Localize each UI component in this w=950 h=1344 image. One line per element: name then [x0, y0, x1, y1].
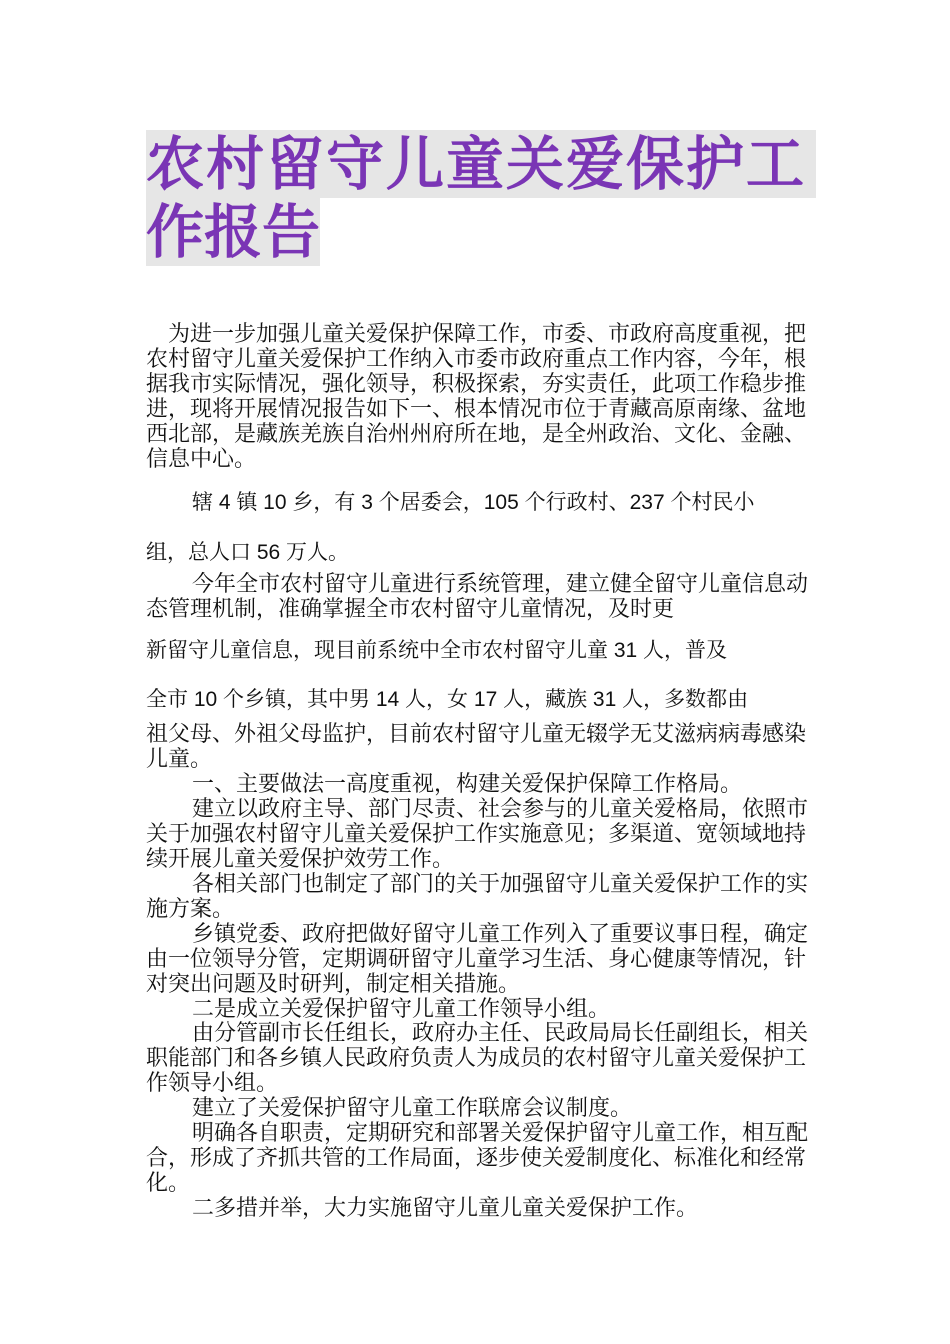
title-line-1: 农村留守儿童关爱保护工: [146, 130, 816, 198]
document-title: [146, 130, 816, 266]
paragraph-departments: 各相关部门也制定了部门的关于加强留守儿童关爱保护工作的实施方案。: [146, 872, 809, 922]
paragraph-township: 乡镇党委、政府把做好留守儿童工作列入了重要议事日程，确定由一位领导分管，定期调研留守儿童学习生活、身心健康等情况，针对突出问题及时研判，制定相关措施。: [146, 922, 809, 997]
paragraph-children-data: 今年全市农村留守儿童进行系统管理，建立健全留守儿童信息动态管理机制，准确掌握全市农村留守儿童情况，及时更: [146, 572, 809, 622]
paragraph-joint-meeting: 建立了关爱保护留守儿童工作联席会议制度。: [192, 1096, 633, 1121]
paragraph-admin-stats-line-1: 辖 4 镇 10 乡，有 3 个居委会，105 个行政村、237 个村民小: [192, 491, 755, 514]
paragraph-care-pattern: 建立以政府主导、部门尽责、社会参与的儿童关爱格局，依照市关于加强农村留守儿童关爱保护工作实施意见；多渠道、宽领域地持续开展儿童关爱保护效劳工作。: [146, 797, 809, 872]
heading-leading-group: 二是成立关爱保护留守儿童工作领导小组。: [192, 997, 611, 1022]
paragraph-responsibilities: 明确各自职责，定期研究和部署关爱保护留守儿童工作，相互配合，形成了齐抓共管的工作局面，逐步使关爱制度化、标准化和经常化。: [146, 1121, 809, 1196]
title-line-2: 作报告: [146, 198, 321, 266]
heading-measures: 二多措并举，大力实施留守儿童儿童关爱保护工作。: [192, 1196, 699, 1221]
paragraph-children-data-line-5: 祖父母、外祖父母监护，目前农村留守儿童无辍学无艾滋病病毒感染儿童。: [146, 722, 807, 772]
paragraph-leading-group: 由分管副市长任组长，政府办主任、民政局局长任副组长，相关职能部门和各乡镇人民政府负责人为成员的农村留守儿童关爱保护工作领导小组。: [146, 1021, 809, 1096]
paragraph-children-data-line-4: 全市 10 个乡镇，其中男 14 人，女 17 人，藏族 31 人，多数都由: [146, 688, 749, 711]
heading-main-practices: 一、主要做法一高度重视，构建关爱保护保障工作格局。: [192, 772, 743, 797]
paragraph-intro: 为进一步加强儿童关爱保护保障工作，市委、市政府高度重视，把农村留守儿童关爱保护工作纳入市委市政府重点工作内容，今年，根据我市实际情况，强化领导，积极探索，夯实责任，此项工作稳步推进，现将开展情况报告如下一、根本情况市位于青藏高原南缘、盆地西北部，是藏族羌族自治州州府所在地，是全州政治、文化、金融、信息中心。: [146, 322, 807, 472]
paragraph-admin-stats-line-2: 组，总人口 56 万人。: [146, 541, 350, 564]
paragraph-children-data-line-3: 新留守儿童信息，现目前系统中全市农村留守儿童 31 人，普及: [146, 639, 728, 662]
